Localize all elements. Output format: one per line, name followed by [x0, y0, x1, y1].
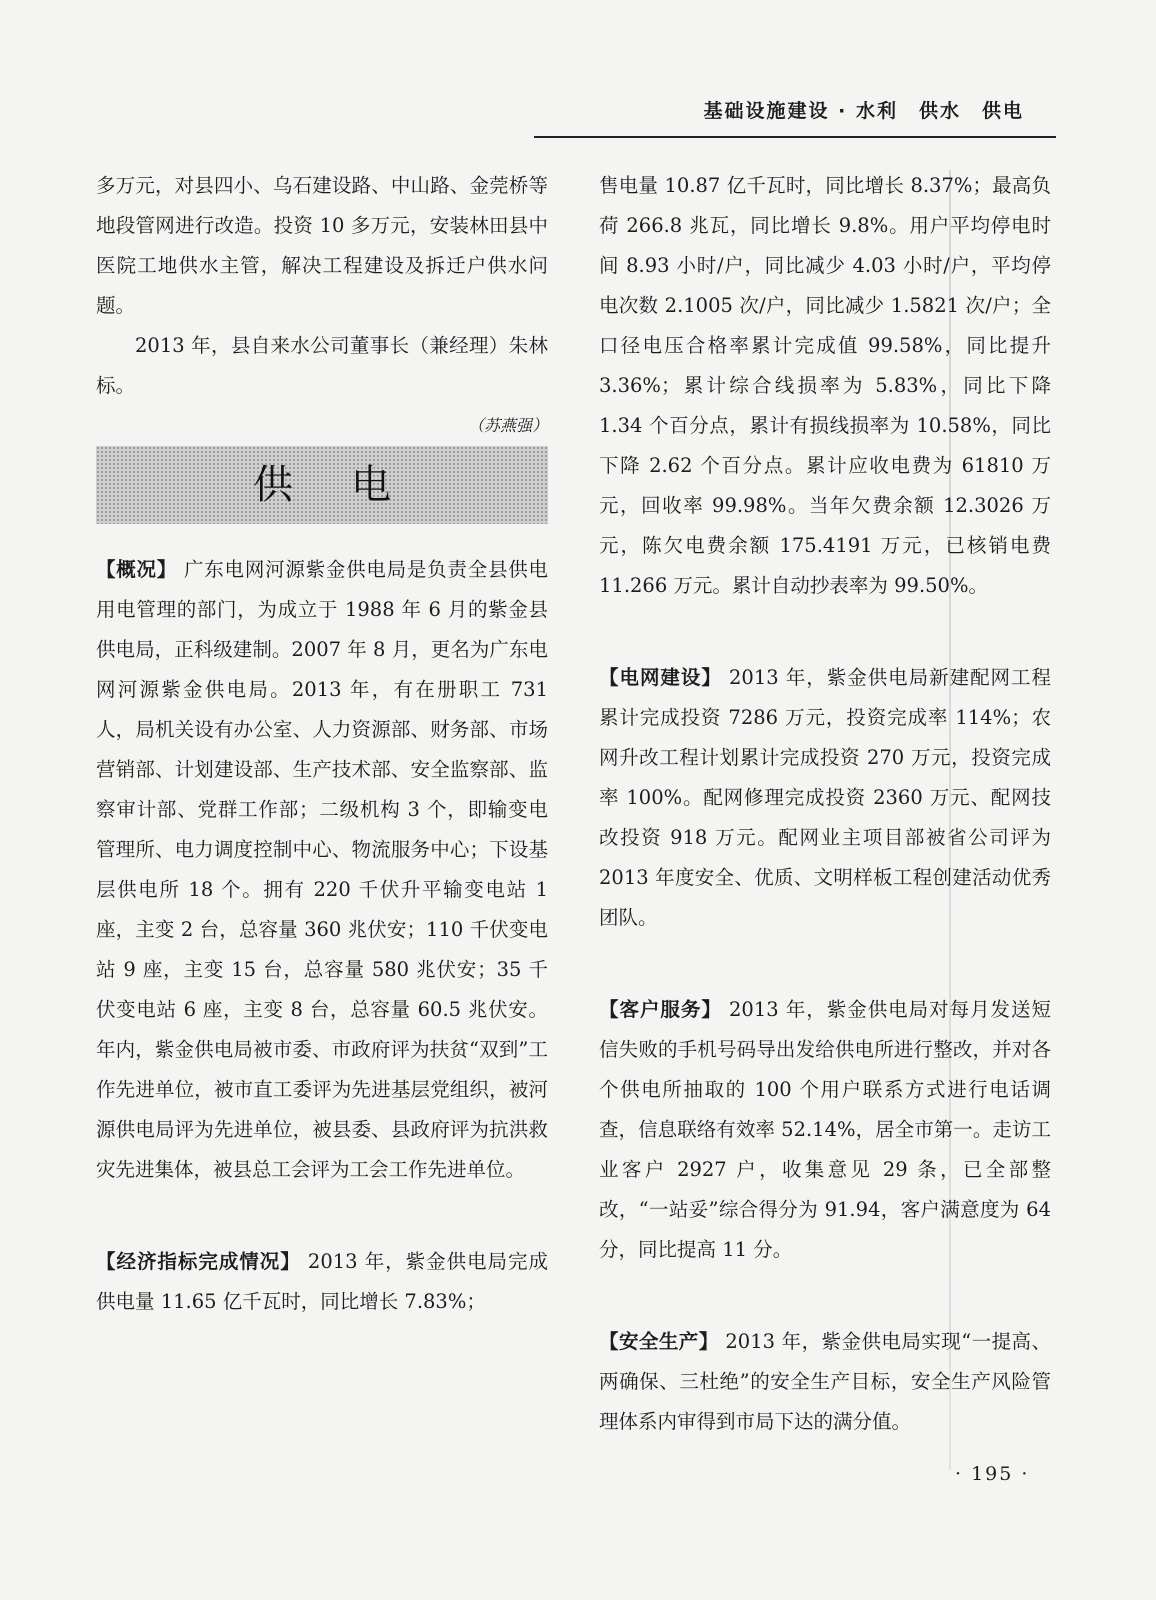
customer-paragraph [599, 990, 1051, 1270]
economic-text-continued: 售电量 10.87 亿千瓦时，同比增长 8.37%；最高负荷 266.8 兆瓦，同比增长 9.8%。用户平均停电时间 8.93 小时/户，同比减少 4.03 小时/户，平均停电次数 2.1005 次/户，同比减少 1.5821 次/户；全口径电压合格率累计完成值 99.58%，同比提升 3.36%；累计综合线损率为 5.83%，同比下降 1.34 个百分点，累计有损线损率为 10.58%，同比下降 2.62 个百分点。累计应收电费为 61810 万元，回收率 99.98%。当年欠费余额 12.3026 万元，陈欠电费余额 175.4191 万元，已核销电费 11.266 万元。累计自动抄表率为 99.50%。 [599, 174, 1051, 597]
customer-text: 2013 年，紫金供电局对每月发送短信失败的手机号码导出发给供电所进行整改，并对各个供电所抽取的 100 个用户联系方式进行电话调查，信息联络有效率 52.14%，居全市第一。走访工业客户 2927 户，收集意见 29 条，已全部整改，“一站妥”综合得分为 91.94，客户满意度为 64 分，同比提高 11 分。 [599, 998, 1051, 1261]
section-banner [96, 446, 548, 524]
water-paragraph-2: 2013 年，县自来水公司董事长（兼经理）朱林标。 [96, 334, 548, 397]
section-title: 供电 [253, 462, 449, 508]
grid-text: 2013 年，紫金供电局新建配网工程累计完成投资 7286 万元，投资完成率 114%；农网升改工程计划累计完成投资 270 万元，投资完成率 100%。配网修理完成投资 2360 万元、配网技改投资 918 万元。配网业主项目部被省公司评为 2013 年度安全、优质、文明样板工程创建活动优秀团队。 [599, 666, 1051, 929]
economic-paragraph [96, 1242, 548, 1322]
overview-paragraph [96, 550, 548, 1190]
section-gap [599, 1270, 1051, 1322]
overview-text: 广东电网河源紫金供电局是负责全县供电用电管理的部门，为成立于 1988 年 6 月的紫金县供电局，正科级建制。2007 年 8 月，更名为广东电网河源紫金供电局。2013 年，有在册职工 731 人，局机关设有办公室、人力资源部、财务部、市场营销部、计划建设部、生产技术部、安全监察部、监察审计部、党群工作部；二级机构 3 个，即输变电管理所、电力调度控制中心、物流服务中心；下设基层供电所 18 个。拥有 220 千伏升平输变电站 1 座，主变 2 台，总容量 360 兆伏安；110 千伏变电站 9 座，主变 15 台，总容量 580 兆伏安；35 千伏变电站 6 座，主变 8 台，总容量 60.5 兆伏安。年内，紫金供电局被市委、市政府评为扶贫“双到”工作先进单位，被市直工委评为先进基层党组织，被河源供电局评为先进单位，被县委、县政府评为抗洪救灾先进集体，被县总工会评为工会工作先进单位。 [96, 558, 548, 1181]
right-column [599, 166, 1051, 1442]
header-rule [534, 136, 1056, 138]
safety-text: 2013 年，紫金供电局实现“一提高、两确保、三杜绝”的安全生产目标，安全生产风险管理体系内审得到市局下达的满分值。 [599, 1330, 1051, 1433]
safety-paragraph [599, 1322, 1051, 1442]
section-gap [96, 1190, 548, 1242]
page-number: · 195 · [955, 1463, 1030, 1485]
overview-heading: 【概况】 [96, 558, 178, 581]
author-byline: （苏燕强） [467, 416, 548, 435]
section-gap [599, 938, 1051, 990]
section-gap [599, 606, 1051, 658]
running-header: 基础设施建设 · 水利 供水 供电 [703, 100, 1024, 122]
economic-text-start: 2013 年，紫金供电局完成供电量 11.65 亿千瓦时，同比增长 7.83%； [96, 1250, 548, 1313]
economic-heading: 【经济指标完成情况】 [96, 1250, 301, 1273]
safety-heading: 【安全生产】 [599, 1330, 719, 1353]
left-column [96, 166, 548, 1322]
grid-paragraph [599, 658, 1051, 938]
grid-heading: 【电网建设】 [599, 666, 722, 689]
customer-heading: 【客户服务】 [599, 998, 722, 1021]
water-paragraph-1: 多万元，对县四小、乌石建设路、中山路、金莞桥等地段管网进行改造。投资 10 多万元，安装林田县中医院工地供水主管，解决工程建设及拆迁户供水问题。 [96, 174, 548, 317]
